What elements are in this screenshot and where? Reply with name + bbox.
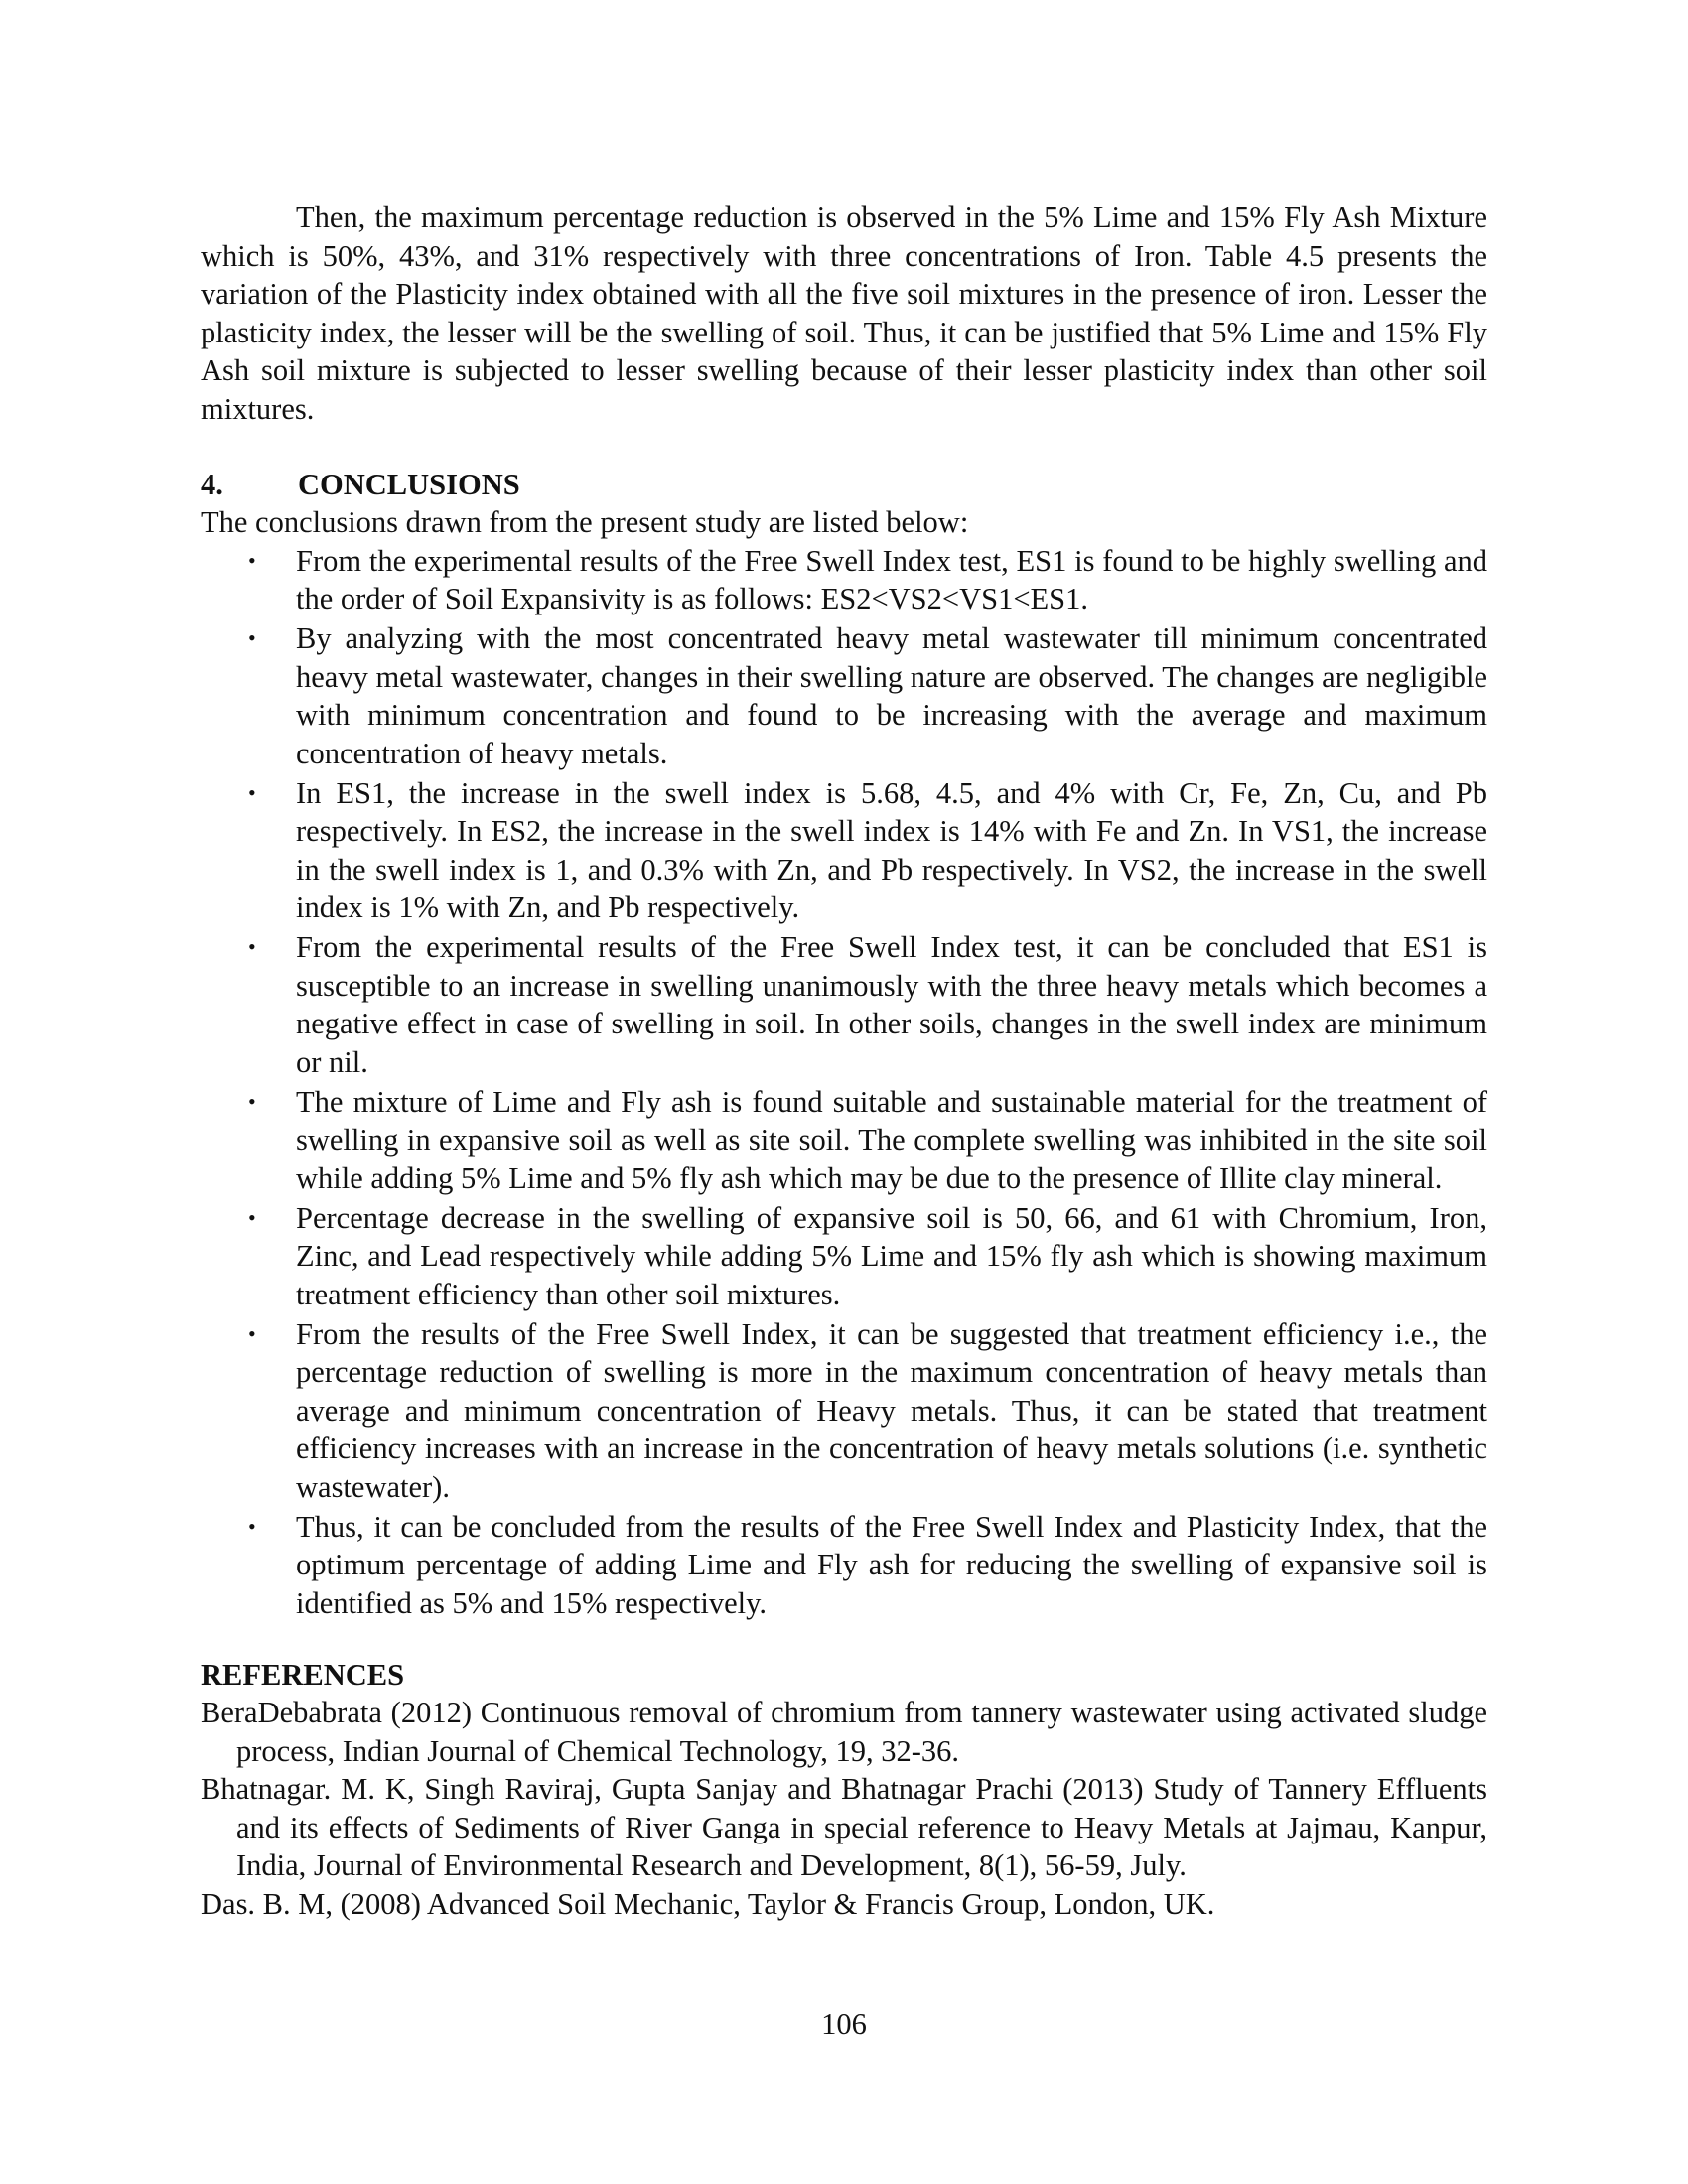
bullet-icon: • xyxy=(248,934,256,959)
section-number: 4. xyxy=(201,468,223,501)
list-item-text: From the experimental results of the Free Swell Index test, it can be concluded that ES1 is susceptible to an increase in swelling unanimously with the three heavy metals which becomes a negative effect in case of swelling in soil. In other soils, changes in the swell index are minimum or nil. xyxy=(296,930,1487,1079)
list-item xyxy=(201,774,1487,927)
list-item xyxy=(201,1199,1487,1314)
reference-entry: Das. B. M, (2008) Advanced Soil Mechanic, Taylor & Francis Group, London, UK. xyxy=(201,1886,1215,1921)
list-item xyxy=(201,1083,1487,1198)
list-item xyxy=(201,1315,1487,1507)
list-item-text: By analyzing with the most concentrated heavy metal wastewater till minimum concentrated heavy metal wastewater, changes in their swelling nature are observed. The changes are negligible with minimum concentration and found to be increasing with the average and maximum concentration of heavy metals. xyxy=(296,621,1487,770)
list-item-text: Thus, it can be concluded from the results of the Free Swell Index and Plasticity Index, that the optimum percentage of adding Lime and Fly ash for reducing the swelling of expansive soil is identified as 5% and 15% respectively. xyxy=(296,1509,1487,1620)
conclusions-list xyxy=(201,542,1487,1623)
reference-entry: BeraDebabrata (2012) Continuous removal of chromium from tannery wastewater using activated sludge process, Indian Journal of Chemical Technology, 19, 32-36. xyxy=(201,1696,1487,1768)
list-item xyxy=(201,542,1487,618)
list-item-text: Percentage decrease in the swelling of expansive soil is 50, 66, and 61 with Chromium, Iron, Zinc, and Lead respectively while adding 5% Lime and 15% fly ash which is showing maximum treatment efficiency than other soil mixtures. xyxy=(296,1200,1487,1311)
bullet-icon: • xyxy=(248,625,256,650)
list-item-text: From the results of the Free Swell Index, it can be suggested that treatment efficiency i.e., the percentage reduction of swelling is more in the maximum concentration of heavy metals than average and minimum concentration of Heavy metals. Thus, it can be stated that treatment efficiency increases with an increase in the concentration of heavy metals solutions (i.e. synthetic wastewater). xyxy=(296,1316,1487,1504)
list-item-text: From the experimental results of the Free Swell Index test, ES1 is found to be highly swelling and the order of Soil Expansivity is as follows: ES2<VS2<VS1<ES1. xyxy=(296,543,1487,615)
conclusions-heading xyxy=(201,466,1487,503)
section-title: CONCLUSIONS xyxy=(298,468,520,501)
references-heading: REFERENCES xyxy=(201,1658,405,1692)
list-item xyxy=(201,928,1487,1081)
bullet-icon: • xyxy=(248,1320,256,1346)
bullet-icon: • xyxy=(248,1204,256,1230)
reference-entry: Bhatnagar. M. K, Singh Raviraj, Gupta Sanjay and Bhatnagar Prachi (2013) Study of Tannery Effluents and its effects of Sediments of River Ganga in special reference to Heavy Metals at Jajmau, Kanpur, India, Journal of Environmental Research and Development, 8(1), 56-59, July. xyxy=(201,1772,1487,1882)
list-item xyxy=(201,1508,1487,1623)
conclusions-intro: The conclusions drawn from the present study are listed below: xyxy=(201,505,969,539)
bullet-icon: • xyxy=(248,1088,256,1114)
bullet-icon: • xyxy=(248,779,256,805)
page-content xyxy=(201,199,1487,1923)
list-item-text: The mixture of Lime and Fly ash is found suitable and sustainable material for the treatment of swelling in expansive soil as well as site soil. The complete swelling was inhibited in the site soil while adding 5% Lime and 5% fly ash which may be due to the presence of Illite clay mineral. xyxy=(296,1084,1487,1195)
bullet-icon: • xyxy=(248,547,256,573)
bullet-icon: • xyxy=(248,1513,256,1539)
page-number: 106 xyxy=(821,2007,867,2041)
list-item-text: In ES1, the increase in the swell index is 5.68, 4.5, and 4% with Cr, Fe, Zn, Cu, and Pb respectively. In ES2, the increase in the swell index is 14% with Fe and Zn. In VS1, the increase in the swell index is 1, and 0.3% with Zn, and Pb respectively. In VS2, the increase in the swell index is 1% with Zn, and Pb respectively. xyxy=(296,775,1487,924)
list-item xyxy=(201,619,1487,772)
body-paragraph: Then, the maximum percentage reduction is observed in the 5% Lime and 15% Fly Ash Mixture which is 50%, 43%, and 31% respectively with three concentrations of Iron. Table 4.5 presents the variation of the Plasticity index obtained with all the five soil mixtures in the presence of iron. Lesser the plasticity index, the lesser will be the swelling of soil. Thus, it can be justified that 5% Lime and 15% Fly Ash soil mixture is subjected to lesser swelling because of their lesser plasticity index than other soil mixtures. xyxy=(201,201,1487,426)
